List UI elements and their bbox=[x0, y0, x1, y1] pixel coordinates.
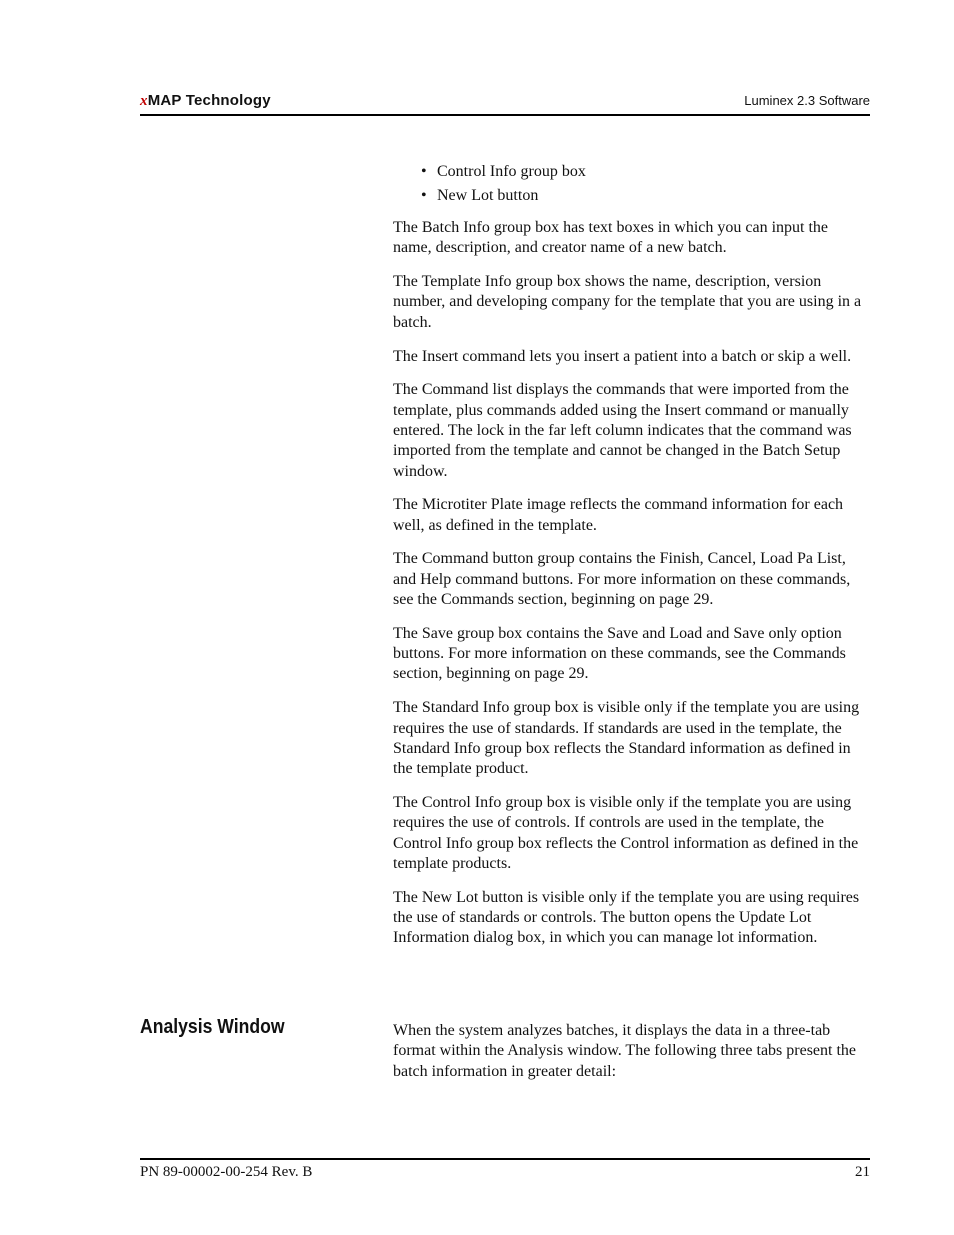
paragraph-template-info: The Template Info group box shows the name, description, version number, and developing company for the template that you are using in a batch. bbox=[393, 273, 862, 331]
page-footer bbox=[140, 1158, 870, 1180]
paragraph-microtiter-plate: The Microtiter Plate image reflects the command information for each well, as defined in the template. bbox=[393, 496, 844, 534]
bullet-text: Control Info group box bbox=[437, 163, 586, 180]
bullet-dot: • bbox=[421, 186, 427, 204]
section-heading: Analysis Window bbox=[140, 1016, 285, 1038]
bullet-dot: • bbox=[421, 163, 427, 180]
header-product: Luminex 2.3 Software bbox=[744, 93, 870, 108]
paragraph-command-buttons: The Command button group contains the Finish, Cancel, Load Pa List, and Help command buttons. For more information on these commands, see the Commands section, beginning on page 29. bbox=[393, 550, 851, 609]
header-brand-name: MAP Technology bbox=[147, 92, 271, 109]
paragraph-standard-info: The Standard Info group box is visible only if the template you are using requires the use of standards. If standards are used in the template, the Standard Info group box reflects the Standard information as defined in the template product. bbox=[393, 699, 860, 778]
bullet-item bbox=[393, 162, 870, 182]
header-brand-x: x bbox=[140, 93, 148, 109]
paragraph-command-list: The Command list displays the commands that were imported from the template, plus commands added using the Insert command or manually entered. The lock in the far left column indicates that the command was imported from the template and cannot be changed in the Batch Setup window. bbox=[393, 381, 852, 480]
footer-part-number: PN 89-00002-00-254 Rev. B bbox=[140, 1164, 313, 1180]
bullet-list bbox=[393, 162, 870, 206]
bullet-item bbox=[393, 186, 870, 206]
header-brand bbox=[140, 92, 271, 110]
footer-page-number: 21 bbox=[855, 1164, 870, 1180]
main-content bbox=[393, 162, 870, 962]
paragraph-insert-command: The Insert command lets you insert a patient into a batch or skip a well. bbox=[393, 347, 852, 365]
page-header bbox=[140, 91, 870, 116]
paragraph-batch-info: The Batch Info group box has text boxes in which you can input the name, description, and creator name of a new batch. bbox=[393, 219, 829, 257]
paragraph-save-group: The Save group box contains the Save and Load and Save only option buttons. For more information on these commands, see the Commands section, beginning on page 29. bbox=[393, 624, 846, 683]
bullet-text: New Lot button bbox=[437, 186, 539, 204]
paragraph-new-lot: The New Lot button is visible only if the template you are using requires the use of standards or controls. The button opens the Update Lot Information dialog box, in which you can manage lot information. bbox=[393, 888, 860, 947]
section-body: When the system analyzes batches, it displays the data in a three-tab format within the Analysis window. The following three tabs present the batch information in greater detail: bbox=[393, 1022, 857, 1080]
paragraph-control-info: The Control Info group box is visible only if the template you are using requires the use of controls. If controls are used in the template, the Control Info group box reflects the Control information as defined in the template products. bbox=[393, 793, 859, 872]
